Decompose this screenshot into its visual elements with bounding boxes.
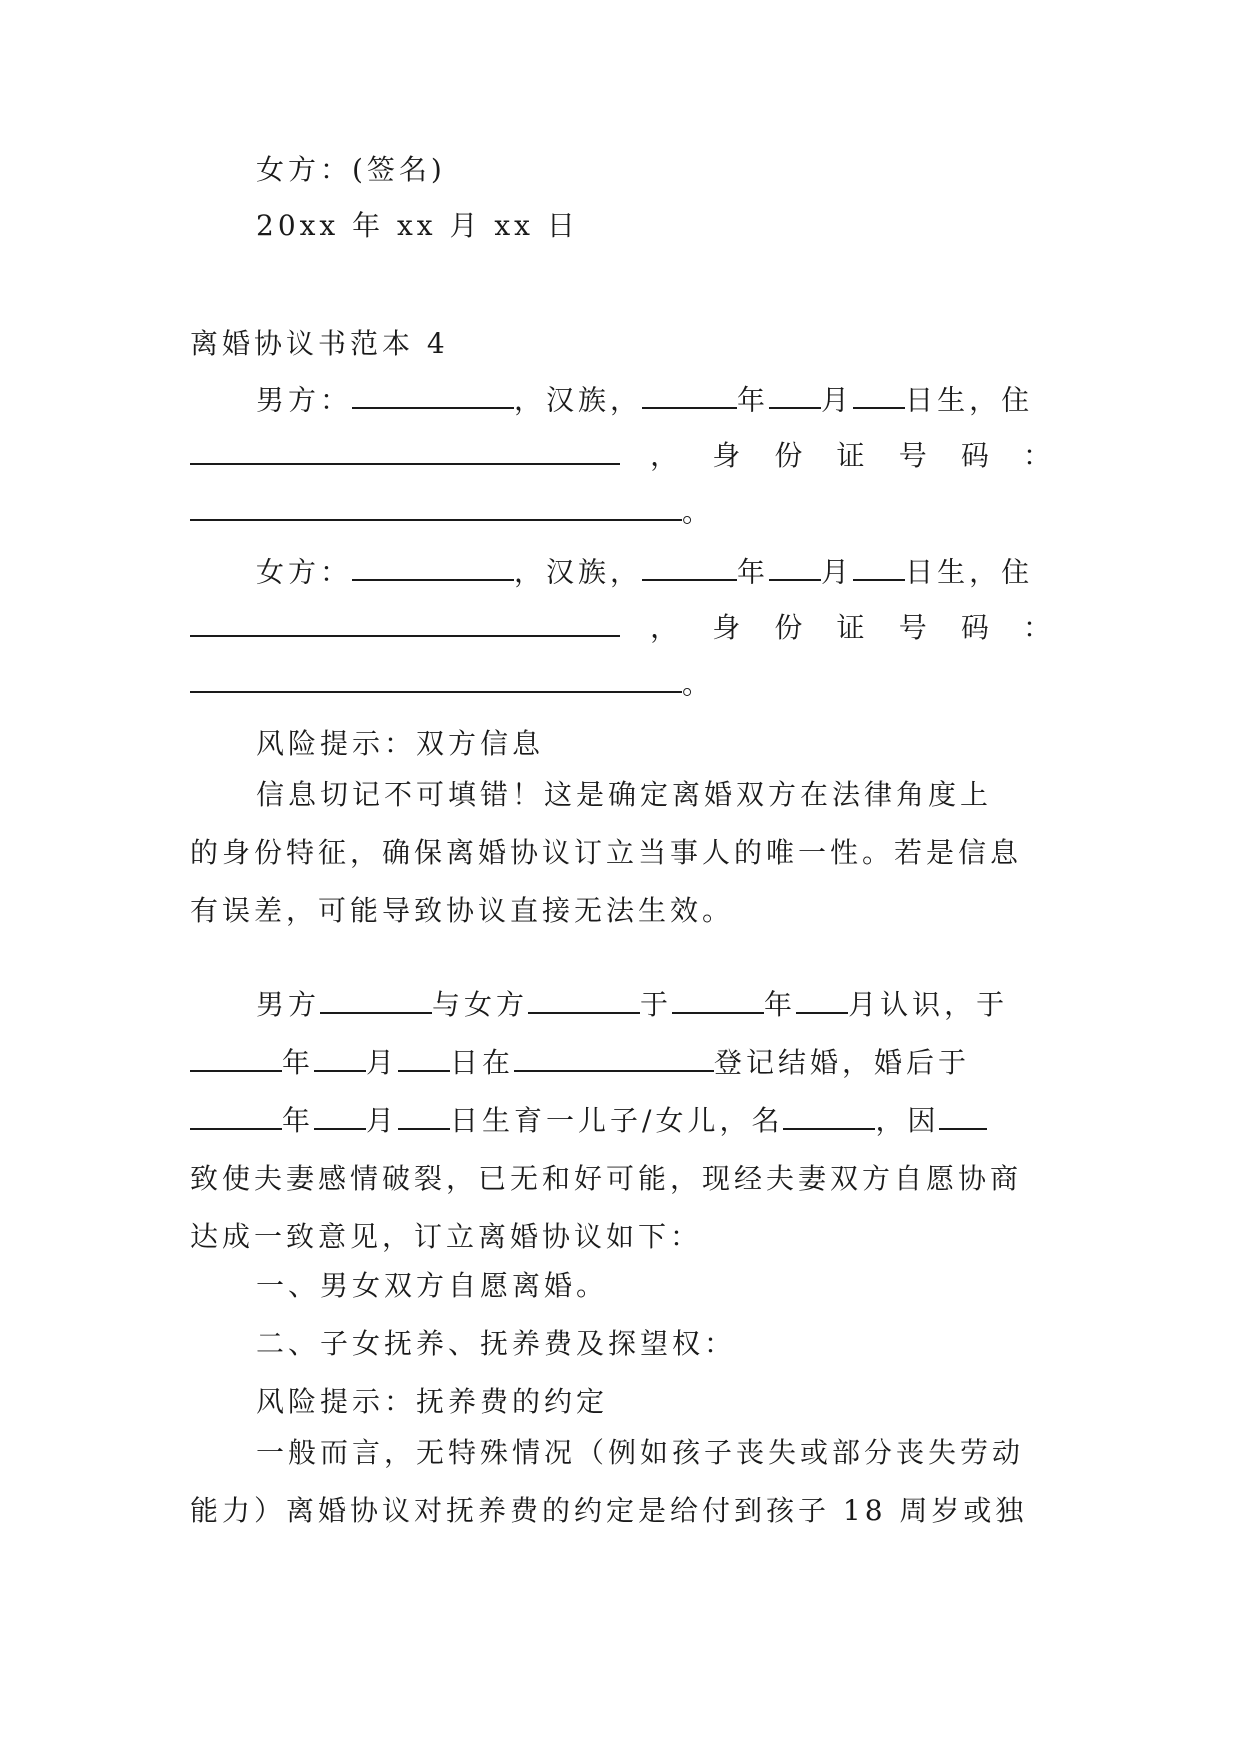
marriage-text: 年 <box>282 1046 315 1079</box>
male-id-number-blank <box>190 490 682 521</box>
marriage-text: 月 <box>366 1046 399 1079</box>
marriage-line-1 <box>190 976 1055 1034</box>
child-name-blank <box>783 1099 875 1130</box>
male-party-line-1 <box>190 378 1055 418</box>
female-birth-month-blank <box>769 550 821 581</box>
item-2: 二、子女抚养、抚养费及探望权： <box>256 1327 737 1360</box>
female-id-char: 份 <box>774 611 807 644</box>
marriage-statement <box>190 976 1055 1266</box>
marriage-line-5: 达成一致意见，订立离婚协议如下： <box>190 1220 703 1253</box>
marriage-line-4: 致使夫妻感情破裂，已无和好可能，现经夫妻双方自愿协商 <box>190 1162 1023 1195</box>
marriage-text: 年 <box>764 988 797 1021</box>
wedding-year-blank <box>190 1041 282 1072</box>
child-birth-year-blank <box>190 1099 282 1130</box>
female-id-char: 身 <box>712 611 745 644</box>
marriage-text: 月 <box>366 1104 399 1137</box>
female-birth-text: 日生，住 <box>905 555 1034 589</box>
signature-date: 20xx 年 xx 月 xx 日 <box>256 209 579 242</box>
male-month-text: 月 <box>821 383 854 417</box>
male-birth-text: 日生，住 <box>905 383 1034 417</box>
risk-tip-2-line: 能力）离婚协议对抚养费的约定是给付到孩子 18 周岁或独 <box>190 1494 1028 1527</box>
marriage-line-3 <box>190 1092 1055 1150</box>
female-ethnicity: ，汉族， <box>514 555 643 589</box>
female-party-line-3 <box>190 662 1055 702</box>
male-name-blank-2 <box>320 983 432 1014</box>
male-year-text: 年 <box>737 383 770 417</box>
risk-tip-1-body <box>190 766 1055 940</box>
risk-tip-1-line: 信息切记不可填错！这是确定离婚双方在法律角度上 <box>256 778 993 811</box>
marriage-text: 男方 <box>256 988 321 1021</box>
marriage-text: 年 <box>282 1104 315 1137</box>
risk-tip-2-line: 一般而言，无特殊情况（例如孩子丧失或部分丧失劳动 <box>256 1436 1025 1469</box>
marriage-text: 日生育一儿子/女儿，名 <box>450 1104 784 1137</box>
risk-tip-1-title: 风险提示：双方信息 <box>256 727 545 760</box>
marriage-text: 登记结婚，婚后于 <box>714 1046 971 1079</box>
wedding-day-blank <box>398 1041 450 1072</box>
female-comma: ， <box>650 611 683 644</box>
male-address-blank <box>190 434 620 465</box>
item-1: 一、男女双方自愿离婚。 <box>256 1269 609 1302</box>
female-birth-day-blank <box>853 550 905 581</box>
male-period: 。 <box>682 495 715 529</box>
male-id-char: 号 <box>898 439 931 472</box>
female-id-number-blank <box>190 662 682 693</box>
marriage-text: 月认识，于 <box>848 988 1009 1021</box>
female-label: 女方： <box>256 555 353 589</box>
risk-tip-2-title: 风险提示：抚养费的约定 <box>256 1385 609 1418</box>
meet-month-blank <box>796 983 848 1014</box>
child-birth-month-blank <box>314 1099 366 1130</box>
male-id-char: 份 <box>774 439 807 472</box>
risk-tip-1-line: 的身份特征，确保离婚协议订立当事人的唯一性。若是信息 <box>190 836 1023 869</box>
female-birth-year-blank <box>642 550 737 581</box>
female-party-line-2 <box>190 606 1055 646</box>
female-id-char: 码 <box>960 611 993 644</box>
female-id-char: 号 <box>898 611 931 644</box>
wedding-month-blank <box>314 1041 366 1072</box>
child-birth-day-blank <box>398 1099 450 1130</box>
female-name-blank <box>352 550 514 581</box>
marriage-text: 于 <box>640 988 673 1021</box>
female-year-text: 年 <box>737 555 770 589</box>
female-signature-line: 女方：(签名) <box>256 153 446 186</box>
meet-year-blank <box>672 983 764 1014</box>
risk-tip-2-body <box>190 1424 1055 1540</box>
section-title: 离婚协议书范本 4 <box>190 327 449 360</box>
female-name-blank-2 <box>528 983 640 1014</box>
marriage-line-2 <box>190 1034 1055 1092</box>
female-id-char: 证 <box>836 611 869 644</box>
male-label: 男方： <box>256 383 353 417</box>
male-birth-day-blank <box>853 378 905 409</box>
male-id-char: 证 <box>836 439 869 472</box>
marriage-text: ，因 <box>875 1104 940 1137</box>
reason-blank <box>939 1099 987 1130</box>
male-id-char: 码 <box>960 439 993 472</box>
male-party-line-3 <box>190 490 1055 530</box>
registration-place-blank <box>514 1041 714 1072</box>
male-party-line-2 <box>190 434 1055 474</box>
marriage-text: 日在 <box>450 1046 515 1079</box>
male-birth-month-blank <box>769 378 821 409</box>
female-party-line-1 <box>190 550 1055 590</box>
male-comma: ， <box>650 439 683 472</box>
male-id-char: ： <box>1022 439 1055 472</box>
female-period: 。 <box>682 667 715 701</box>
risk-tip-1-line: 有误差，可能导致协议直接无法生效。 <box>190 894 735 927</box>
marriage-text: 与女方 <box>432 988 529 1021</box>
female-address-blank <box>190 606 620 637</box>
female-id-char: ： <box>1022 611 1055 644</box>
male-birth-year-blank <box>642 378 737 409</box>
male-ethnicity: ，汉族， <box>514 383 643 417</box>
male-id-char: 身 <box>712 439 745 472</box>
male-name-blank <box>352 378 514 409</box>
female-month-text: 月 <box>821 555 854 589</box>
